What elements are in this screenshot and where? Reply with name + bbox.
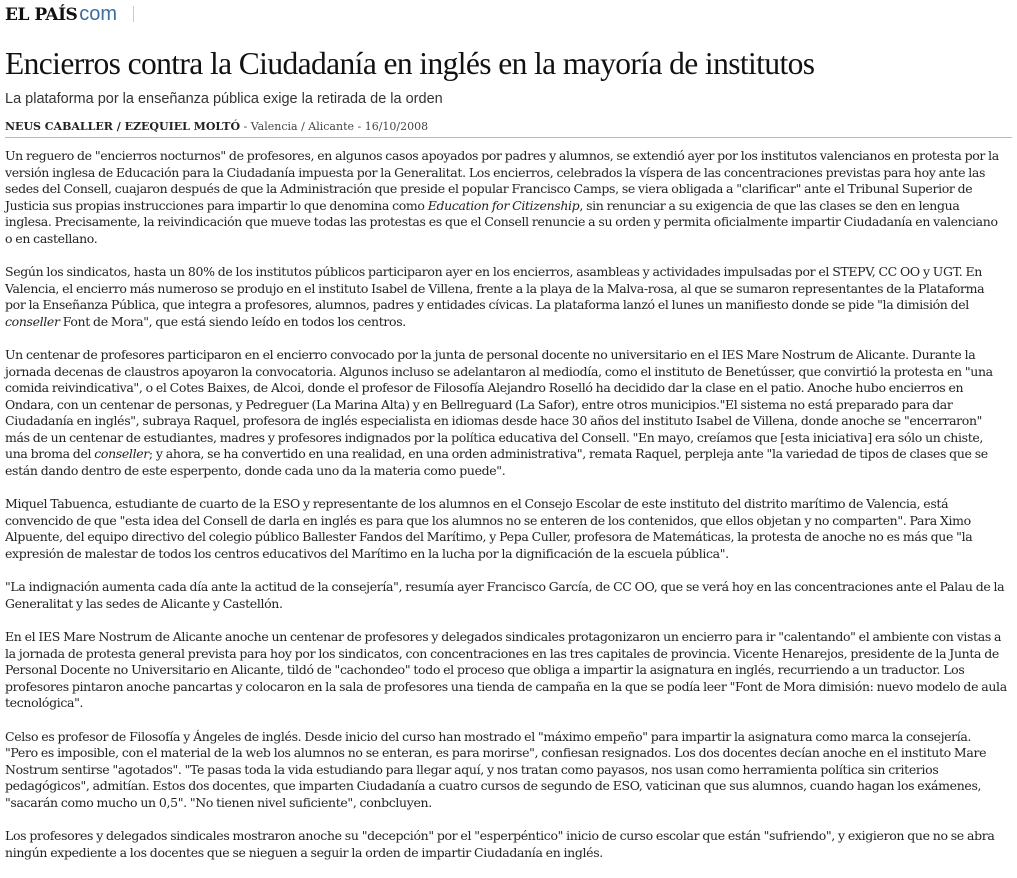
- paragraph-3: [5, 347, 1007, 479]
- paragraph-7: [5, 729, 1007, 812]
- paragraph-3-text-a: Un centenar de profesores participaron en el encierro convocado por la junta de personal docente no universitario en el IES Mare Nostrum de Alicante. Durante la jornada decenas de claustros apoyaron la convocatoria. Algunos incluso se adelantaron al mediodía, como el instituto de Benetússer, que convirtió la protesta en "una comida reivindicativa", o el Cotes Baixes, de Alcoi, donde el profesor de Filosofía Alejandro Roselló ha decidido dar la clase en el patio. Anoche hubo encierros en Ondara, con un centenar de personas, y Pedreguer (La Marina Alta) y en Bellreguard (La Safor), entre otros municipios."El sistema no está preparado para dar Ciudadanía en inglés", subraya Raquel, profesora de inglés especialista en idiomas desde hace 30 años del instituto Isabel de Villena, donde anoche se "encerraron" más de un centenar de estudiantes, madres y profesores indignados por la política educativa del Consell. "En mayo, creíamos que [esta iniciativa] era sólo un chiste, una broma del: [5, 347, 993, 461]
- paragraph-8-text: Los profesores y delegados sindicales mostraron anoche su "decepción" por el "esperpéntico" inicio de curso escolar que están "sufriendo", y exigieron que no se abra ningún expediente a los docentes que se nieguen a seguir la orden de impartir Ciudadanía en inglés.: [5, 828, 995, 860]
- paragraph-5: [5, 579, 1007, 612]
- paragraph-1: [5, 148, 1007, 247]
- article-headline: Encierros contra la Ciudadanía en inglés en la mayoría de institutos: [5, 46, 815, 81]
- paragraph-3-emphasis: conseller: [94, 446, 149, 461]
- paragraph-2: [5, 264, 1007, 330]
- logo-wordmark: EL PAÍS: [5, 5, 78, 25]
- paragraph-4-text: Miquel Tabuenca, estudiante de cuarto de la ESO y representante de los alumnos en el Consejo Escolar de este instituto del distrito marítimo de Valencia, está convencido de que "esta idea del Consell de darla en inglés es para que los alumnos no se enteren de los contenidos, que ellos objetan y no comparten". Para Ximo Alpuente, del equipo directivo del colegio público Ballester Fandos del Marítimo, y Pepa Culler, profesora de Matemáticas, la protesta de anoche no es más que "la expresión de malestar de todos los centros educativos del Marítimo en la lucha por la dignificación de la escuela pública".: [5, 496, 973, 561]
- paragraph-1-emphasis: Education for Citizenship: [427, 197, 580, 213]
- article-subheadline: La plataforma por la enseñanza pública exige la retirada de la orden: [5, 91, 443, 107]
- paragraph-8: [5, 828, 1007, 861]
- paragraph-1-text-a: Un reguero de "encierros nocturnos" de profesores, en algunos casos apoyados por padres y alumnos, se extendió ayer por los institutos valencianos en protesta por la versión inglesa de Educación para la Ciudadanía impuesta por la Generalitat. Los encierros, celebrados la víspera de las concentraciones previstas para hoy ante las sedes del Consell, cuajaron después de que la Administración que preside el popular Francisco Camps, se viera obligada a "clarificar" ante el Tribunal Superior de Justicia sus propias instrucciones para impartir lo que denomina como: [5, 148, 999, 213]
- byline-location-date: - Valencia / Alicante - 16/10/2008: [240, 120, 429, 133]
- paragraph-1-text-b: , sin renunciar a su exigencia de que las clases se den en lengua inglesa. Precisamente, la reivindicación que mueve todas las protestas es que el Consell renuncie a su orden y permita oficialmente impartir Ciudadanía en valenciano o en castellano.: [5, 197, 998, 246]
- paragraph-2-emphasis: conseller: [5, 313, 60, 329]
- paragraph-2-text-b: Font de Mora", que está siendo leído en todos los centros.: [59, 313, 406, 329]
- logo-suffix: com: [79, 3, 118, 25]
- paragraph-7-text: Celso es profesor de Filosofía y Ángeles de inglés. Desde inicio del curso han mostrado el "máximo empeño" para impartir la asignatura como marca la consejería. "Pero es imposible, con el material de la web los alumnos no se enteran, es para morirse", confiesan resignados. Los dos docentes decían anoche en el instituto Mare Nostrum sentirse "agotados". "Te pasas toda la vida estudiando para llegar aquí, y nos tratan como payasos, nos usan como herramienta política sin criterios pedagógicos", admitían. Estos dos docentes, que imparten Ciudadanía a cuatro cursos de segundo de ESO, vaticinan que sus alumnos, cuando hagan los exámenes, "sacarán como mucho un 0,5". "No tienen nivel suficiente", conbcluyen.: [5, 728, 987, 810]
- paragraph-4: [5, 496, 1007, 562]
- masthead-logo[interactable]: [5, 3, 117, 25]
- paragraph-2-text-a: Según los sindicatos, hasta un 80% de los institutos públicos participaron ayer en los encierros, asambleas y actividades impulsadas por el STEPV, CC OO y UGT. En Valencia, el encierro más numeroso se produjo en el instituto Isabel de Villena, frente a la playa de la Malva-rosa, al que se sumaron representantes de la Plataforma por la Enseñanza Pública, que integra a profesores, alumnos, padres y entidades cívicas. La plataforma lanzó el lunes un manifiesto donde se pide "la dimisión del: [5, 264, 985, 312]
- paragraph-6: [5, 629, 1007, 712]
- paragraph-3-text-b: ; y ahora, se ha convertido en una realidad, en una orden administrativa", remata Raquel, perpleja ante "la variedad de tipos de clases que se están dando dentro de este esperpento, donde cada uno da la materia como puede".: [5, 446, 988, 478]
- byline-authors: NEUS CABALLER / EZEQUIEL MOLTÓ: [5, 120, 241, 133]
- article-byline: [5, 120, 1012, 138]
- masthead-divider: [133, 6, 134, 22]
- paragraph-5-text: "La indignación aumenta cada día ante la actitud de la consejería", resumía ayer Francisco García, de CC OO, que se verá hoy en las concentraciones ante el Palau de la Generalitat y las sedes de Alicante y Castellón.: [5, 579, 1005, 611]
- article-body: [5, 148, 1007, 878]
- paragraph-6-text: En el IES Mare Nostrum de Alicante anoche un centenar de profesores y delegados sindicales protagonizaron un encierro para ir "calentando" el ambiente con vistas a la jornada de protesta general prevista para hoy por los sindicatos, con concentraciones en las tres capitales de provincia. Vicente Henarejos, presidente de la Junta de Personal Docente no Universitario en Alicante, tildó de "cachondeo" todo el proceso que obliga a impartir la asignatura en inglés, recurriendo a un traductor. Los profesores pintaron anoche pancartas y colocaron en la sala de profesores una tienda de campaña en la que se podía leer "Font de Mora dimisión: nuevo modelo de aula tecnológica".: [5, 629, 1007, 710]
